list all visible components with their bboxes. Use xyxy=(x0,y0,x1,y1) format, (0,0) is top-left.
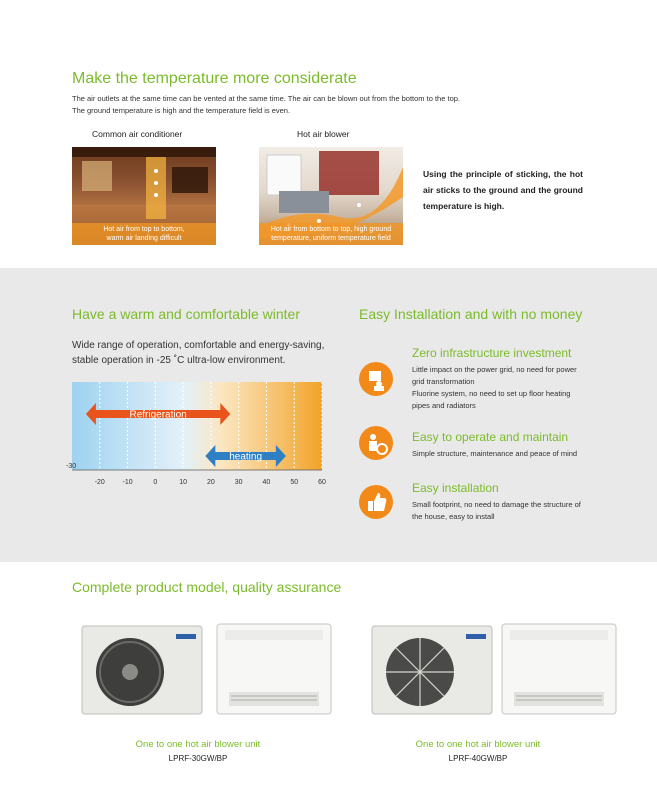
item-line: Small footprint, no need to damage the structure of xyxy=(412,500,581,509)
hot-blower-band xyxy=(259,223,403,245)
item-title-operate: Easy to operate and maintain xyxy=(412,430,569,444)
item-line: pipes and radiators xyxy=(412,401,476,410)
chart-ticks xyxy=(95,479,326,486)
common-ac-caption: Common air conditioner xyxy=(92,129,183,139)
common-ac-photo xyxy=(72,147,216,245)
hot-blower-caption: Hot air blower xyxy=(297,129,350,139)
item-line: Fluorine system, no need to set up floor heating xyxy=(412,389,571,398)
products-title: Complete product model, quality assurance xyxy=(72,579,342,595)
x-tick-label: 0 xyxy=(153,479,158,486)
body-line: stable operation in -25 ˚C ultra-low environment. xyxy=(72,355,286,366)
y-start-label: -30 xyxy=(66,463,77,470)
product-name-2: One to one hot air blower unit xyxy=(415,739,541,750)
winter-body xyxy=(72,338,324,368)
x-tick-label: -20 xyxy=(94,479,105,486)
band-line: temperature, uniform temperature field xyxy=(271,235,391,242)
thumbs-up-icon xyxy=(359,485,393,519)
item-line: Simple structure, maintenance and peace of mind xyxy=(412,449,578,458)
indoor-unit-40-image xyxy=(500,622,620,718)
operating-range-chart xyxy=(60,376,332,496)
x-tick-label: 50 xyxy=(290,479,299,486)
product-model-2: LPRF-40GW/BP xyxy=(448,754,508,763)
x-tick-label: 60 xyxy=(318,479,326,486)
wrench-person-icon xyxy=(359,426,393,460)
outdoor-unit-30-image xyxy=(80,622,206,718)
indoor-unit-30-image xyxy=(215,622,335,718)
x-tick-label: -10 xyxy=(122,479,133,486)
installation-title: Easy Installation and with no money xyxy=(359,306,583,322)
item-title-zero-investment: Zero infrastructure investment xyxy=(412,346,572,360)
item-line: grid transformation xyxy=(412,377,475,386)
desc-line: The ground temperature is high and the temperature field is even. xyxy=(72,106,291,115)
item-line: Little impact on the power grid, no need for power xyxy=(412,365,577,374)
item-text-easy-install xyxy=(412,499,581,523)
sticking-principle-note: Using the principle of sticking, the hot air sticks to the ground and the ground temperature is high. xyxy=(423,169,583,211)
winter-title: Have a warm and comfortable winter xyxy=(72,306,300,322)
section-temperature xyxy=(0,0,657,268)
x-tick-label: 40 xyxy=(262,479,271,486)
box-person-icon xyxy=(359,362,393,396)
item-line: the house, easy to install xyxy=(412,512,495,521)
band-line: warm air landing difficult xyxy=(106,235,182,242)
section-winter-installation xyxy=(0,268,657,562)
x-tick-label: 10 xyxy=(179,479,188,486)
section-products xyxy=(0,562,657,789)
range-label: heating xyxy=(229,451,263,463)
product-model-1: LPRF-30GW/BP xyxy=(168,754,228,763)
hot-blower-photo xyxy=(259,147,403,245)
common-ac-band xyxy=(72,223,216,245)
product-name-1: One to one hot air blower unit xyxy=(135,739,261,750)
band-line: Hot air from bottom to top, high ground xyxy=(270,226,392,233)
item-text-zero-investment xyxy=(412,364,577,412)
x-tick-label: 20 xyxy=(206,479,215,486)
outdoor-unit-40-image xyxy=(370,622,496,718)
body-line: Wide range of operation, comfortable and energy-saving, xyxy=(72,340,325,351)
item-title-easy-install: Easy installation xyxy=(412,481,499,495)
x-tick-label: 30 xyxy=(234,479,243,486)
band-line: Hot air from top to bottom, xyxy=(103,226,185,233)
item-text-operate xyxy=(412,448,577,460)
section1-description xyxy=(72,93,552,117)
range-label: Refrigeration xyxy=(129,409,187,421)
desc-line: The air outlets at the same time can be vented at the same time. The air can be blown out from the bottom to the top. xyxy=(72,94,460,103)
section1-title: Make the temperature more considerate xyxy=(72,70,357,87)
